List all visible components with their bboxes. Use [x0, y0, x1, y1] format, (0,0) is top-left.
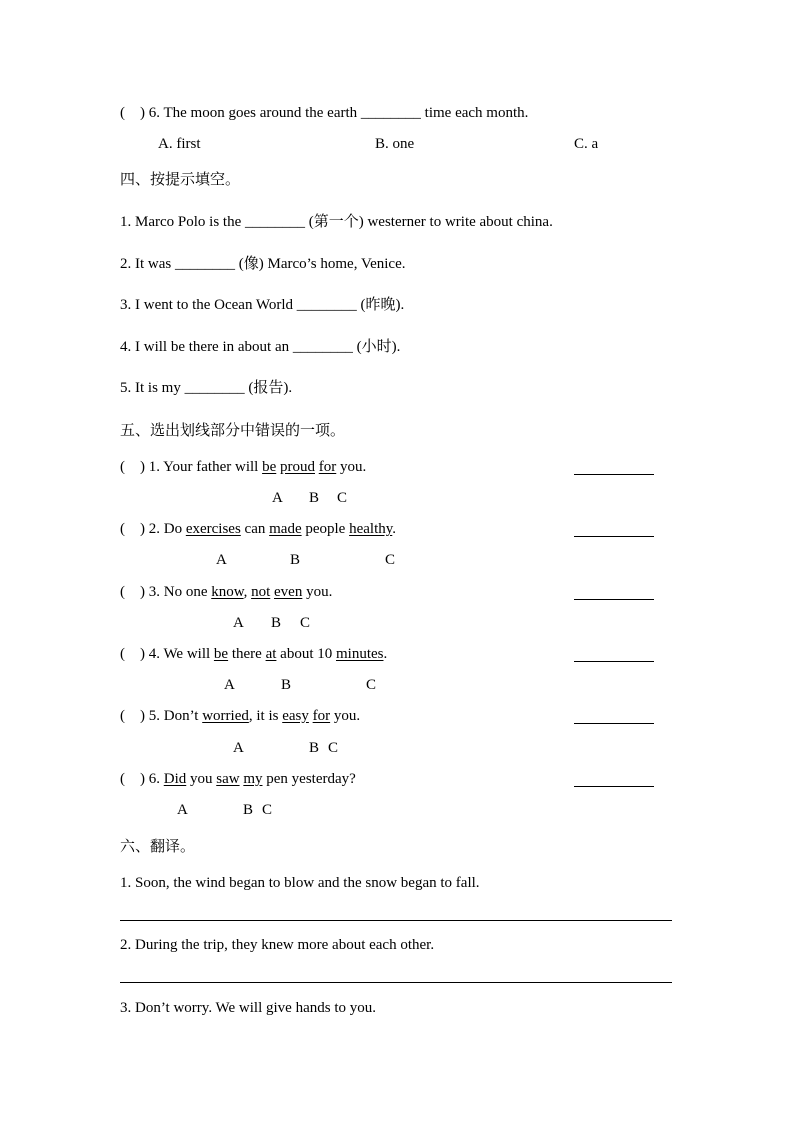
- section-4-heading: 四、按提示填空。: [120, 170, 241, 188]
- letter-c: C: [262, 802, 273, 818]
- fill-item-5: 5. It is my ________ (报告).: [120, 380, 293, 396]
- letter-c: C: [328, 740, 339, 756]
- letter-c: C: [366, 677, 377, 693]
- section-5-heading: 五、选出划线部分中错误的一项。: [120, 421, 346, 439]
- answer-blank-5[interactable]: [574, 723, 654, 724]
- answer-line-1[interactable]: [120, 920, 672, 921]
- letter-a: A: [233, 740, 244, 756]
- letter-c: C: [337, 490, 348, 506]
- fill-item-2: 2. It was ________ (像) Marco’s home, Venice.: [120, 256, 406, 272]
- error-item-6: ( ) 6. Did you saw my pen yesterday?: [120, 771, 356, 787]
- error-item-4: ( ) 4. We will be there at about 10 minutes.: [120, 646, 388, 662]
- letter-b: B: [290, 552, 301, 568]
- letter-a: A: [216, 552, 227, 568]
- fill-item-3: 3. I went to the Ocean World ________ (昨晚).: [120, 297, 405, 313]
- letter-b: B: [309, 490, 320, 506]
- answer-blank-2[interactable]: [574, 536, 654, 537]
- letter-c: C: [385, 552, 396, 568]
- fill-item-4: 4. I will be there in about an ________ (小时).: [120, 339, 401, 355]
- letter-a: A: [233, 615, 244, 631]
- answer-blank-6[interactable]: [574, 786, 654, 787]
- letter-c: C: [300, 615, 311, 631]
- section-6-heading: 六、翻译。: [120, 837, 196, 855]
- error-item-5: ( ) 5. Don’t worried, it is easy for you.: [120, 708, 361, 724]
- error-item-1: ( ) 1. Your father will be proud for you.: [120, 459, 367, 475]
- error-item-2: ( ) 2. Do exercises can made people healthy.: [120, 521, 397, 537]
- error-item-3: ( ) 3. No one know, not even you.: [120, 584, 333, 600]
- letter-a: A: [177, 802, 188, 818]
- answer-blank-1[interactable]: [574, 474, 654, 475]
- option-b: B. one: [375, 136, 415, 152]
- fill-item-1: 1. Marco Polo is the ________ (第一个) westerner to write about china.: [120, 214, 553, 230]
- answer-line-2[interactable]: [120, 982, 672, 983]
- letter-b: B: [309, 740, 320, 756]
- option-a: A. first: [158, 136, 201, 152]
- option-c: C. a: [574, 136, 599, 152]
- letter-a: A: [224, 677, 235, 693]
- letter-b: B: [243, 802, 254, 818]
- letter-b: B: [281, 677, 292, 693]
- answer-blank-4[interactable]: [574, 661, 654, 662]
- translate-item-2: 2. During the trip, they knew more about each other.: [120, 937, 435, 953]
- question-3-6: ( ) 6. The moon goes around the earth ________ time each month.: [120, 105, 529, 121]
- translate-item-1: 1. Soon, the wind began to blow and the snow began to fall.: [120, 875, 480, 891]
- answer-blank-3[interactable]: [574, 599, 654, 600]
- letter-b: B: [271, 615, 282, 631]
- translate-item-3: 3. Don’t worry. We will give hands to you.: [120, 1000, 376, 1016]
- letter-a: A: [272, 490, 283, 506]
